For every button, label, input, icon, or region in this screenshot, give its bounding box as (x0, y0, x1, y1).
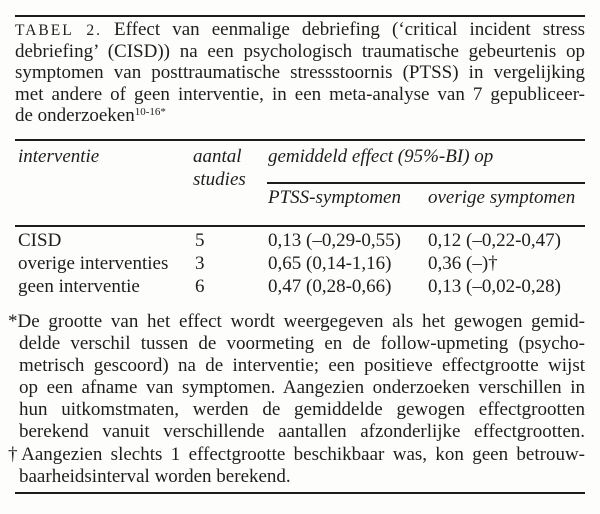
cell-ptss-effect: 0,13 (–0,29-0,55) (268, 230, 401, 251)
caption-line-3: symptomen van posttraumatische stressstoornis (PTSS) in vergelijking (15, 62, 585, 84)
column-header-ptss-symptomen: PTSS-symptomen (268, 187, 401, 208)
cell-overige-effect: 0,36 (–)† (428, 252, 498, 274)
top-rule (15, 15, 585, 17)
footnote-star-line-3: metrisch gescoord) na de interventie; een positieve effectgrootte wijst (19, 355, 585, 377)
cell-aantal-studies: 5 (195, 230, 205, 251)
cell-aantal-studies: 6 (195, 275, 205, 297)
effect-group-sub-rule (267, 182, 585, 184)
table-caption (15, 19, 585, 126)
footnote-star-line-6: berekend vanuit verschillende aantallen afzonderlijke effectgrootten. (19, 421, 585, 443)
footnote-star-line-5: hun uitkomstmaten, werden de gemiddelde gewogen effectgrootten (19, 399, 585, 421)
caption-line-1 (15, 19, 585, 41)
cell-ptss-effect: 0,65 (0,14-1,16) (268, 252, 392, 274)
footnote-star-text-1: De grootte van het effect wordt weergegeven als het gewogen gemid- (17, 311, 585, 332)
footnotes-block (8, 311, 585, 488)
table-body (0, 230, 600, 298)
footnote-star-line-2: delde verschil tussen de voormeting en de follow-upmeting (psycho- (19, 333, 585, 355)
column-header-studies: studies (193, 169, 246, 190)
footnote-star-line-4: op een afname van symptomen. Aangezien onderzoeken verschillen in (19, 377, 585, 399)
caption-line-4: met andere of geen interventie, in een meta-analyse van 7 gepubliceer- (15, 83, 585, 105)
cell-aantal-studies: 3 (195, 252, 205, 274)
footnote-dagger-text-1: Aangezien slechts 1 effectgrootte beschikbaar was, kon geen betrouw- (21, 443, 586, 465)
caption-line-5 (15, 105, 585, 126)
cell-overige-effect: 0,12 (–0,22-0,47) (428, 230, 561, 251)
caption-line-1-text: Effect van eenmalige debriefing (‘critical incident stress (114, 19, 586, 40)
caption-line-5-text: de onderzoeken (15, 104, 135, 126)
column-header-aantal: aantal (193, 146, 242, 167)
footnote-dagger-line-2: baarheidsinterval worden berekend. (19, 465, 291, 487)
footnote-star-line-1 (8, 311, 585, 333)
cell-interventie: geen interventie (18, 275, 140, 297)
table-row (0, 276, 600, 299)
cell-ptss-effect: 0,47 (0,28-0,66) (268, 275, 392, 297)
bottom-rule (15, 492, 585, 494)
column-header-overige-symptomen: overige symptomen (428, 187, 576, 208)
table-row (0, 230, 600, 253)
cell-overige-effect: 0,13 (–0,02-0,28) (428, 275, 561, 297)
caption-table-label: TABEL 2. (15, 22, 102, 39)
asterisk-marker: * (8, 311, 18, 332)
column-header-interventie: interventie (18, 146, 100, 167)
header-top-rule (15, 139, 585, 141)
caption-line-2: debriefing’ (CISD)) na een psychologisch traumatische gebeurtenis op (15, 41, 585, 63)
footnote-dagger-line-1 (8, 443, 586, 466)
table-row (0, 253, 600, 276)
column-header-effect-group: gemiddeld effect (95%-BI) op (268, 146, 494, 167)
dagger-marker: † (8, 443, 22, 465)
header-bottom-rule (15, 225, 585, 227)
caption-reference-superscript: 10-16* (134, 105, 166, 118)
cell-interventie: overige interventies (18, 252, 169, 274)
cell-interventie: CISD (18, 230, 62, 251)
